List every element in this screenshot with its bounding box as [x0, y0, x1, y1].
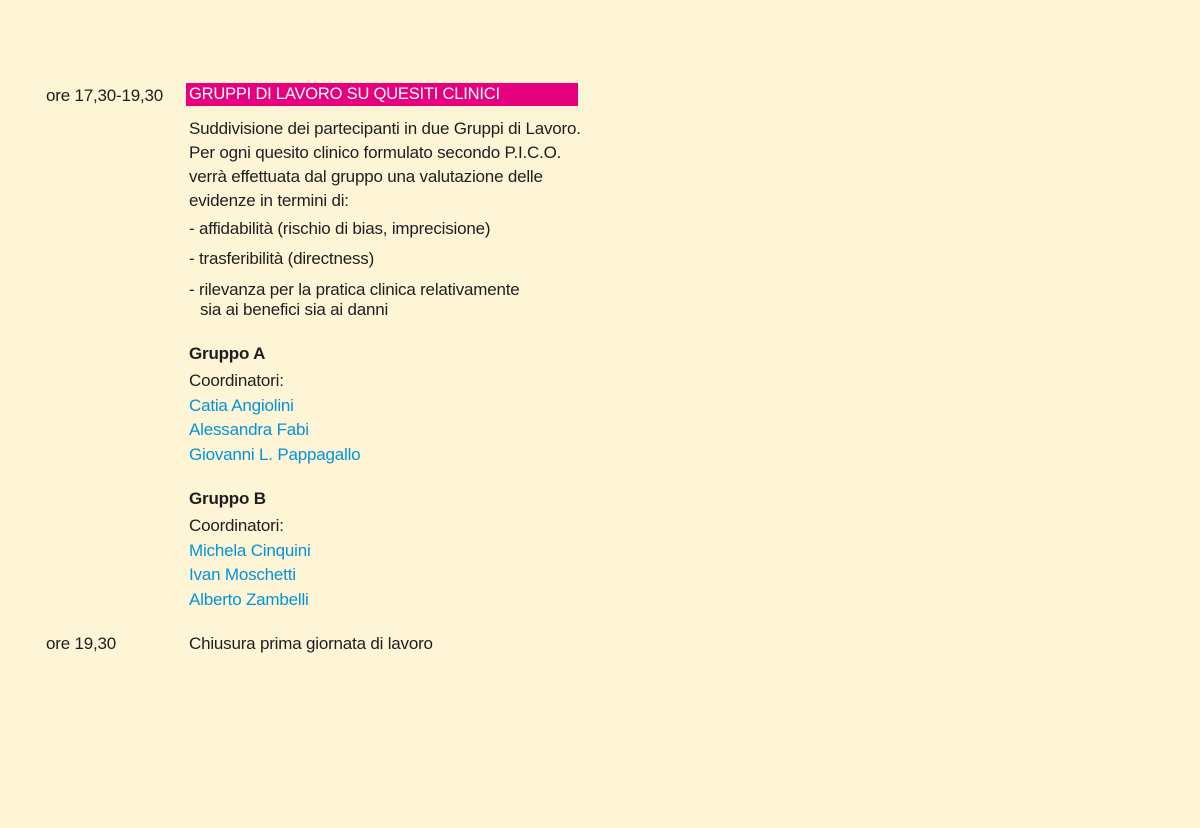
session-time: ore 17,30-19,30	[46, 86, 164, 105]
closing-text: Chiusura prima giornata di lavoro	[189, 634, 433, 653]
bullet-item	[189, 280, 520, 320]
group-title: Gruppo A	[189, 344, 266, 363]
description-line: Per ogni quesito clinico formulato secondo P.I.C.O.	[189, 143, 562, 162]
coordinator-name: Alessandra Fabi	[189, 420, 309, 439]
session-title-banner: GRUPPI DI LAVORO SU QUESITI CLINICI	[186, 83, 578, 106]
coordinators-label: Coordinatori:	[189, 516, 284, 535]
bullet-item	[189, 249, 374, 269]
bullet-item	[189, 219, 490, 239]
coordinator-name: Alberto Zambelli	[189, 589, 309, 609]
coordinators-label: Coordinatori:	[189, 371, 284, 390]
session-description	[189, 117, 589, 213]
description-line: verrà effettuata dal gruppo una valutazione delle	[189, 167, 543, 186]
coordinator-name: Catia Angiolini	[189, 395, 294, 415]
group-b	[189, 489, 311, 612]
group-title: Gruppo B	[189, 489, 266, 508]
coordinator-name: Ivan Moschetti	[189, 565, 296, 584]
closing-time: ore 19,30	[46, 634, 117, 653]
bullet-text-continuation: sia ai benefici sia ai danni	[200, 300, 389, 319]
coordinator-name: Michela Cinquini	[189, 540, 311, 560]
coordinator-name: Giovanni L. Pappagallo	[189, 444, 361, 464]
description-line: evidenze in termini di:	[189, 191, 349, 210]
bullet-text: - affidabilità (rischio di bias, imprecisione)	[189, 219, 491, 238]
description-line: Suddivisione dei partecipanti in due Gruppi di Lavoro.	[189, 119, 581, 138]
bullet-text: - trasferibilità (directness)	[189, 249, 375, 268]
group-a	[189, 344, 360, 467]
bullet-text: - rilevanza per la pratica clinica relativamente	[189, 280, 520, 299]
